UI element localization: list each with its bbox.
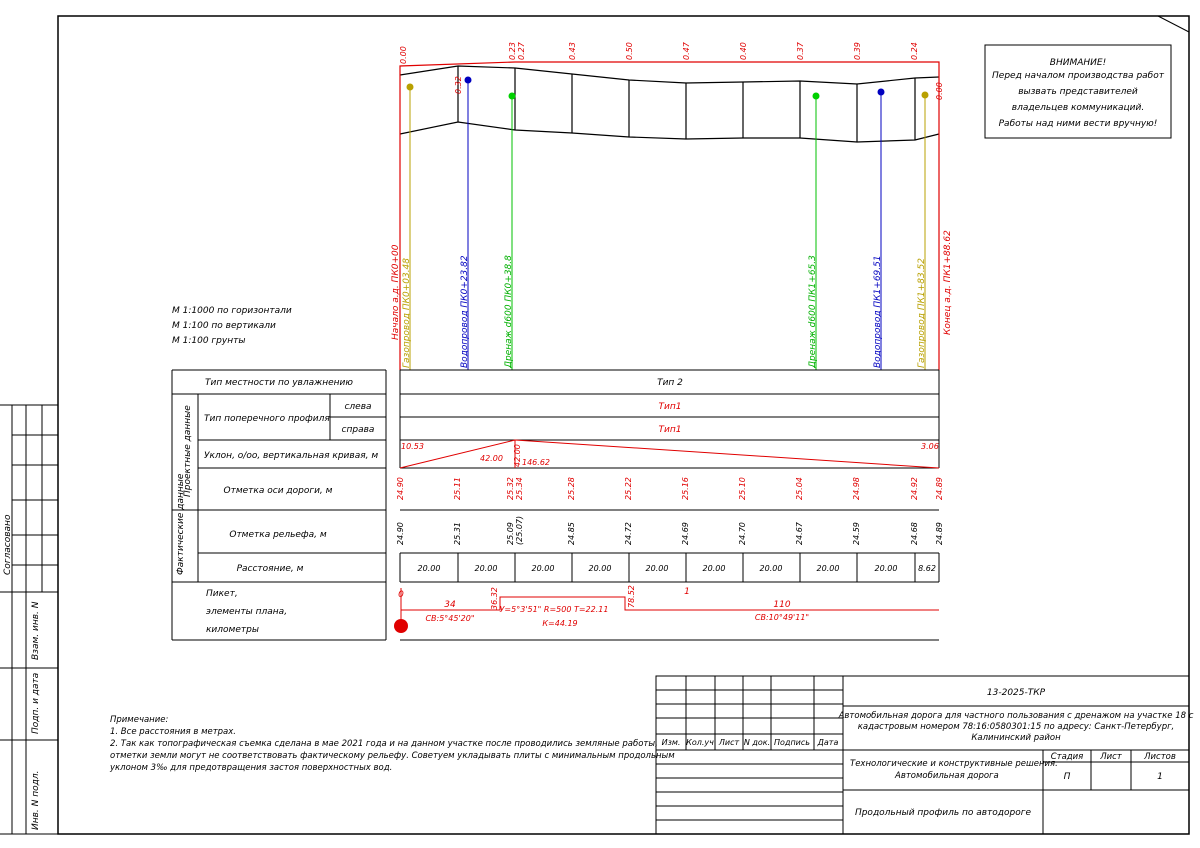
axis-values (396, 477, 944, 500)
title-block-headers (662, 738, 839, 747)
col-header: Изм. (661, 738, 681, 747)
axis-value: 24.90 (396, 477, 405, 500)
depth-label: 0.47 (682, 42, 691, 60)
picket-label: километры (206, 625, 259, 635)
slope-value: 146.62 (522, 458, 550, 467)
plan-value: 1 (684, 587, 690, 597)
drain-label-left: Дренаж d600 ПК0+38.8 (504, 255, 514, 368)
plan-value: У=5°3'51" R=500 Т=22.11 (499, 605, 609, 614)
plan-value: СВ:5°45'20" (425, 614, 475, 623)
profile-table (172, 370, 939, 640)
top-depths (399, 41, 944, 100)
axis-value: 25.11 (453, 477, 462, 500)
warning-line-3: владельцев коммуникаций. (1011, 103, 1145, 113)
side-stamp-agreed: Согласовано (3, 514, 13, 575)
utility-markers (407, 77, 929, 100)
slope-value: 3.06 (921, 442, 939, 451)
left-label: слева (344, 402, 372, 412)
section-line: Автомобильная дорога (895, 771, 999, 781)
axis-value: 25.28 (567, 477, 576, 500)
depth-label: 0.27 (517, 42, 526, 60)
utility-lines (410, 80, 925, 370)
water-marker (878, 89, 885, 96)
depth-label: 0.40 (739, 42, 748, 60)
section-line: Технологические и конструктивные решения. (850, 759, 1058, 769)
axis-value: 25.10 (738, 477, 747, 500)
notes (109, 715, 675, 773)
col-header: Кол.уч (686, 738, 714, 747)
sheet-title: Продольный профиль по автодороге (854, 808, 1032, 818)
drain-label-right: Дренаж d600 ПК1+65.3 (808, 255, 818, 368)
scale-horizontal: М 1:1000 по горизонтали (172, 306, 292, 316)
plan-graphic (401, 588, 939, 630)
plan-value: СВ:10°49'11" (754, 613, 810, 622)
plan-value: 34 (444, 600, 456, 610)
relief-values (396, 516, 944, 545)
moisture-label: Тип местности по увлажнению (205, 378, 353, 388)
gas-marker (407, 84, 414, 91)
distance-value: 20.00 (702, 564, 726, 573)
distance-value: 20.00 (531, 564, 555, 573)
distance-value: 20.00 (759, 564, 783, 573)
distance-value: 8.62 (918, 564, 936, 573)
col-header: Подпись (774, 738, 810, 747)
moisture-value: Тип 2 (657, 378, 683, 388)
axis-value: 25.32 (506, 477, 515, 500)
distance-value: 20.00 (588, 564, 612, 573)
depth-label: 0.50 (625, 42, 634, 60)
picket-label: Пикет, (206, 589, 238, 599)
left-type-value: Тип1 (658, 402, 682, 412)
axis-value: 25.04 (795, 477, 804, 500)
slope-value: 42.00 (513, 444, 522, 467)
plan-value: 36.32 (490, 587, 499, 610)
sheet-label: Лист (1100, 752, 1122, 762)
right-type-value: Тип1 (658, 425, 682, 435)
water-label-right: Водопровод ПК1+69.51 (873, 255, 883, 368)
object-line: Калининский район (971, 733, 1061, 743)
utility-depth-label: 0.32 (454, 76, 463, 94)
stage-value: П (1063, 772, 1071, 782)
sheets-value: 1 (1157, 772, 1163, 782)
distance-value: 20.00 (874, 564, 898, 573)
warning-title: ВНИМАНИЕ! (1049, 58, 1107, 68)
col-header: N док. (743, 738, 771, 747)
axis-value: 25.34 (515, 477, 524, 500)
side-stamp-replace: Взам. инв. N (31, 601, 41, 660)
axis-value: 25.16 (681, 477, 690, 500)
distance-value: 20.00 (474, 564, 498, 573)
utility-labels (391, 230, 953, 369)
note-line: уклоном 3‰ для предотвращения застоя поверхностных вод. (110, 763, 393, 773)
distance-value: 20.00 (645, 564, 669, 573)
design-group-label: Проектные данные (183, 405, 193, 497)
start-label: Начало а.д. ПК0+00 (391, 244, 401, 340)
scale-soil: М 1:100 грунты (172, 336, 246, 346)
gas-marker (922, 92, 929, 99)
warning-line-2: вызвать представителей (1018, 87, 1138, 97)
note-line: 1. Все расстояния в метрах. (110, 727, 237, 737)
warning-line-1: Перед началом производства работ (992, 71, 1164, 81)
distance-label: Расстояние, м (236, 564, 304, 574)
depth-label: 0.39 (853, 42, 862, 60)
water-marker (465, 77, 472, 84)
side-stamp-inv: Инв. N подл. (31, 770, 41, 830)
relief-value: 24.72 (624, 522, 633, 545)
relief-value: 24.90 (396, 522, 405, 545)
object-line: Автомобильная дорога для частного пользования с дренажом на участке 18 с (838, 711, 1194, 721)
water-label-left: Водопровод ПК0+23.82 (460, 255, 470, 368)
sheets-label: Листов (1144, 752, 1176, 762)
relief-value: 24.59 (852, 522, 861, 545)
picket-label: элементы плана, (206, 607, 288, 617)
axis-value: 24.89 (935, 477, 944, 500)
relief-value: 24.89 (935, 522, 944, 545)
relief-value: 24.68 (910, 522, 919, 545)
end-label: Конец а.д. ПК1+88.62 (943, 230, 953, 335)
stage-label: Стадия (1050, 752, 1084, 762)
relief-value: 24.69 (681, 522, 690, 545)
plan-value: К=44.19 (542, 619, 578, 628)
axis-value: 25.22 (624, 477, 633, 500)
relief-label: Отметка рельефа, м (229, 530, 327, 540)
axis-label: Отметка оси дороги, м (223, 486, 333, 496)
distance-value: 20.00 (417, 564, 441, 573)
axis-value: 24.92 (910, 477, 919, 500)
start-km-marker (394, 619, 408, 633)
note-line: 2. Так как топографическая съемка сделана в мае 2021 года и на данном участке после проводились земляные работы, (110, 739, 658, 749)
depth-label: 0.00 (935, 82, 944, 100)
distance-value: 20.00 (816, 564, 840, 573)
distance-values (418, 564, 936, 573)
object-line: кадастровым номером 78:16:0580301:15 по адресу: Санкт-Петербург, (857, 722, 1175, 732)
relief-value: 24.70 (738, 522, 747, 545)
depth-label: 0.37 (796, 42, 805, 60)
depth-label: 0.23 (508, 42, 517, 60)
plan-value: 0 (398, 590, 404, 600)
scale-vertical: М 1:100 по вертикали (172, 321, 276, 331)
slope-value: 10.53 (401, 442, 424, 451)
slope-label: Уклон, о/оо, вертикальная кривая, м (204, 451, 379, 461)
document-code: 13-2025-ТКР (986, 688, 1046, 698)
plan-value: 78.52 (627, 585, 636, 608)
actual-group-label: Фактические данные (176, 473, 186, 575)
note-title: Примечание: (110, 715, 169, 725)
col-header: Лист (718, 738, 740, 747)
gas-label-left: Газопровод ПК0+03.48 (402, 257, 412, 368)
side-stamp (0, 405, 58, 834)
relief-value: 24.85 (567, 522, 576, 545)
warning-line-4: Работы над ними вести вручную! (998, 119, 1158, 129)
drain-marker (509, 93, 516, 100)
gas-label-right: Газопровод ПК1+83.52 (917, 257, 927, 368)
drain-marker (813, 93, 820, 100)
side-stamp-sign: Подп. и дата (31, 672, 41, 734)
depth-label: 0.00 (399, 46, 408, 64)
depth-label: 0.43 (568, 42, 577, 60)
plan-value: 110 (773, 600, 791, 610)
right-label: справа (341, 425, 375, 435)
slope-value: 42.00 (480, 454, 503, 463)
relief-value: 24.67 (795, 522, 804, 545)
design-outline (400, 62, 939, 370)
profile-type-label: Тип поперечного профиля (204, 414, 330, 424)
note-line: отметки земли могут не соответствовать фактическому рельефу. Советуем укладывать плиты с минимальным продольным (110, 751, 675, 761)
col-header: Дата (817, 738, 839, 747)
ground-profile (400, 66, 939, 142)
depth-label: 0.24 (910, 42, 919, 60)
relief-value: 25.31 (453, 522, 462, 545)
relief-value: 25.09 (506, 522, 515, 545)
axis-value: 24.98 (852, 477, 861, 500)
relief-value: (25.07) (515, 515, 524, 545)
